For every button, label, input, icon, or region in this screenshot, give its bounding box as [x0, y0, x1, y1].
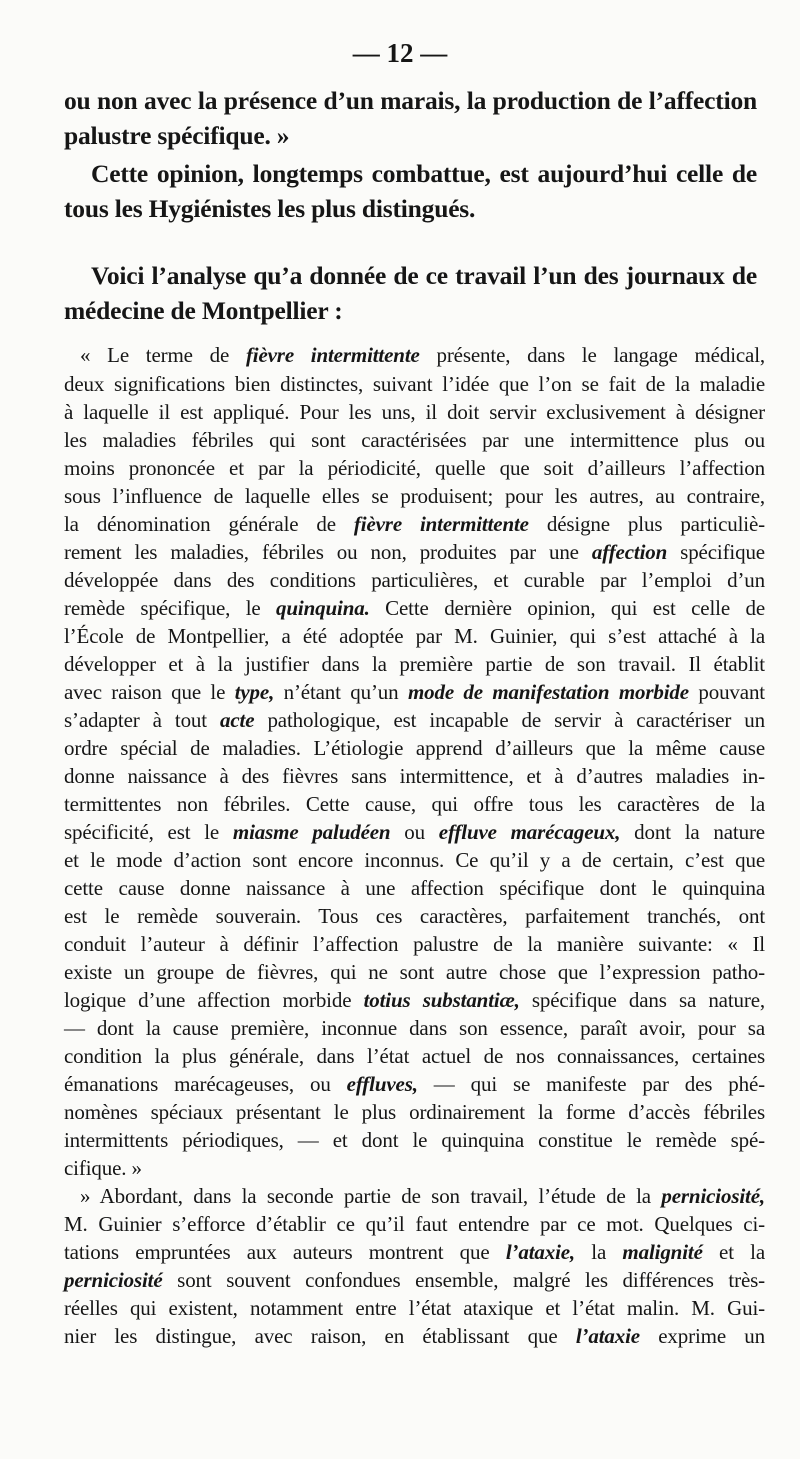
text-run: » Abordant, dans la seconde partie de son travail, l’étude de la — [80, 1184, 662, 1208]
text-line: et le mode d’action sont encore inconnus. Ce qu’il y a de certain, c’est que — [64, 848, 765, 872]
text-run: exprime un — [639, 1324, 766, 1348]
text-line: réelles qui existent, notamment entre l’état ataxique et l’état malin. M. Gui- — [64, 1296, 765, 1320]
text-line — [80, 1184, 765, 1209]
text-line: intermittents périodiques, — et dont le quinquina constitue le remède spé- — [64, 1128, 765, 1152]
text-line: ou non avec la présence d’un marais, la production de l’affection — [64, 86, 757, 115]
text-line: l’École de Montpellier, a été adoptée par M. Guinier, qui s’est attaché à la — [64, 624, 765, 648]
text-line — [64, 1268, 765, 1293]
text-line: médecine de Montpellier : — [64, 296, 343, 325]
text-line: condition la plus générale, dans l’état actuel de nos connaissances, certaines — [64, 1044, 765, 1068]
text-line: M. Guinier s’efforce d’établir ce qu’il faut entendre par ce mot. Quelques ci- — [64, 1212, 765, 1236]
text-run: émanations marécageuses, ou — [64, 1072, 347, 1096]
text-line: est le remède souverain. Tous ces caractères, parfaitement tranchés, ont — [64, 904, 765, 928]
italic-term: affection — [591, 540, 668, 564]
text-run: spécifique — [667, 540, 765, 564]
text-run: remède spécifique, le — [64, 596, 277, 620]
text-line: Voici l’analyse qu’a donnée de ce travail l’un des journaux de — [91, 261, 757, 290]
text-line: tous les Hygiénistes les plus distingués. — [64, 194, 476, 223]
text-run: « Le terme de — [80, 343, 246, 367]
text-line — [64, 708, 765, 733]
italic-term: miasme paludéen — [232, 820, 391, 844]
text-line: Cette opinion, longtemps combattue, est aujourd’hui celle de — [91, 159, 757, 188]
text-line: existe un groupe de fièvres, qui ne sont autre chose que l’expression patho- — [64, 960, 765, 984]
text-run: pouvant — [688, 680, 765, 704]
text-line: termittentes non fébriles. Cette cause, qui offre tous les caractères de la — [64, 792, 765, 816]
text-run: pathologique, est incapable de servir à caractériser un — [254, 708, 765, 732]
text-line — [64, 820, 765, 845]
text-run: présente, dans le langage médical, — [419, 343, 765, 367]
italic-term: quinquina. — [276, 596, 370, 620]
italic-term: totius substantiæ, — [363, 988, 520, 1012]
text-run: sont souvent confondues ensemble, malgré les différences très- — [162, 1268, 765, 1292]
text-run: désigne plus particuliè- — [528, 512, 765, 536]
text-line: à laquelle il est appliqué. Pour les uns, il doit servir exclusivement à désigner — [64, 400, 765, 424]
text-line — [80, 343, 765, 368]
italic-term: l’ataxie — [575, 1324, 640, 1348]
text-line — [64, 1072, 765, 1097]
text-run: n’étant qu’un — [274, 680, 408, 704]
text-run: — qui se manifeste par des phé- — [417, 1072, 765, 1096]
text-run: nier les distingue, avec raison, en établissant que — [64, 1324, 576, 1348]
text-run: spécifique dans sa nature, — [519, 988, 766, 1012]
text-line: sous l’influence de laquelle elles se produisent; pour les autres, au contraire, — [64, 484, 765, 508]
italic-term: fièvre intermittente — [353, 512, 529, 536]
italic-term: effluve marécageux, — [438, 820, 621, 844]
italic-term: perniciosité — [64, 1268, 163, 1292]
text-line: les maladies fébriles qui sont caractérisées par une intermittence plus ou — [64, 428, 765, 452]
text-run: et la — [702, 1240, 765, 1264]
text-line: cette cause donne naissance à une affection spécifique dont le quinquina — [64, 876, 765, 900]
text-run: tations empruntées aux auteurs montrent que — [64, 1240, 506, 1264]
text-line — [64, 512, 765, 537]
text-run: spécificité, est le — [64, 820, 233, 844]
text-run: la dénomination générale de — [64, 512, 354, 536]
text-run: Cette dernière opinion, qui est celle de — [369, 596, 765, 620]
text-line: nomènes spéciaux présentant le plus ordinairement la forme d’accès fébriles — [64, 1100, 765, 1124]
text-line: — dont la cause première, inconnue dans son essence, paraît avoir, pour sa — [64, 1016, 765, 1040]
text-line: ordre spécial de maladies. L’étiologie apprend d’ailleurs que la même cause — [64, 736, 765, 760]
italic-term: acte — [220, 708, 255, 732]
text-line: deux significations bien distinctes, suivant l’idée que l’on se fait de la maladie — [64, 372, 765, 396]
text-run: logique d’une affection morbide — [64, 988, 364, 1012]
text-line: développée dans des conditions particulières, et curable par l’emploi d’un — [64, 568, 765, 592]
text-line — [64, 1240, 765, 1265]
text-run: ou — [390, 820, 439, 844]
italic-term: type, — [234, 680, 275, 704]
text-line: développer et à la justifier dans la première partie de son travail. Il établit — [64, 652, 765, 676]
italic-term: fièvre intermittente — [245, 343, 420, 367]
text-line — [64, 680, 765, 705]
italic-term: l’ataxie, — [505, 1240, 576, 1264]
text-line — [64, 596, 765, 621]
text-line: cifique. » — [64, 1156, 142, 1180]
text-run: rement les maladies, fébriles ou non, produites par une — [64, 540, 592, 564]
text-line: palustre spécifique. » — [64, 121, 290, 150]
text-line — [64, 988, 765, 1013]
text-line — [64, 540, 765, 565]
text-run: la — [575, 1240, 623, 1264]
text-line: moins prononcée et par la périodicité, quelle que soit d’ailleurs l’affection — [64, 456, 765, 480]
page-number: — 12 — — [352, 38, 448, 68]
text-run: avec raison que le — [64, 680, 235, 704]
italic-term: mode de manifestation morbide — [407, 680, 689, 704]
text-line: conduit l’auteur à définir l’affection palustre de la manière suivante: « Il — [64, 932, 765, 956]
text-run: dont la nature — [620, 820, 765, 844]
text-line — [64, 1324, 765, 1349]
italic-term: perniciosité, — [661, 1184, 765, 1208]
text-line: donne naissance à des fièvres sans intermittence, et à d’autres maladies in- — [64, 764, 765, 788]
text-run: s’adapter à tout — [64, 708, 221, 732]
italic-term: effluves, — [346, 1072, 418, 1096]
italic-term: malignité — [622, 1240, 703, 1264]
